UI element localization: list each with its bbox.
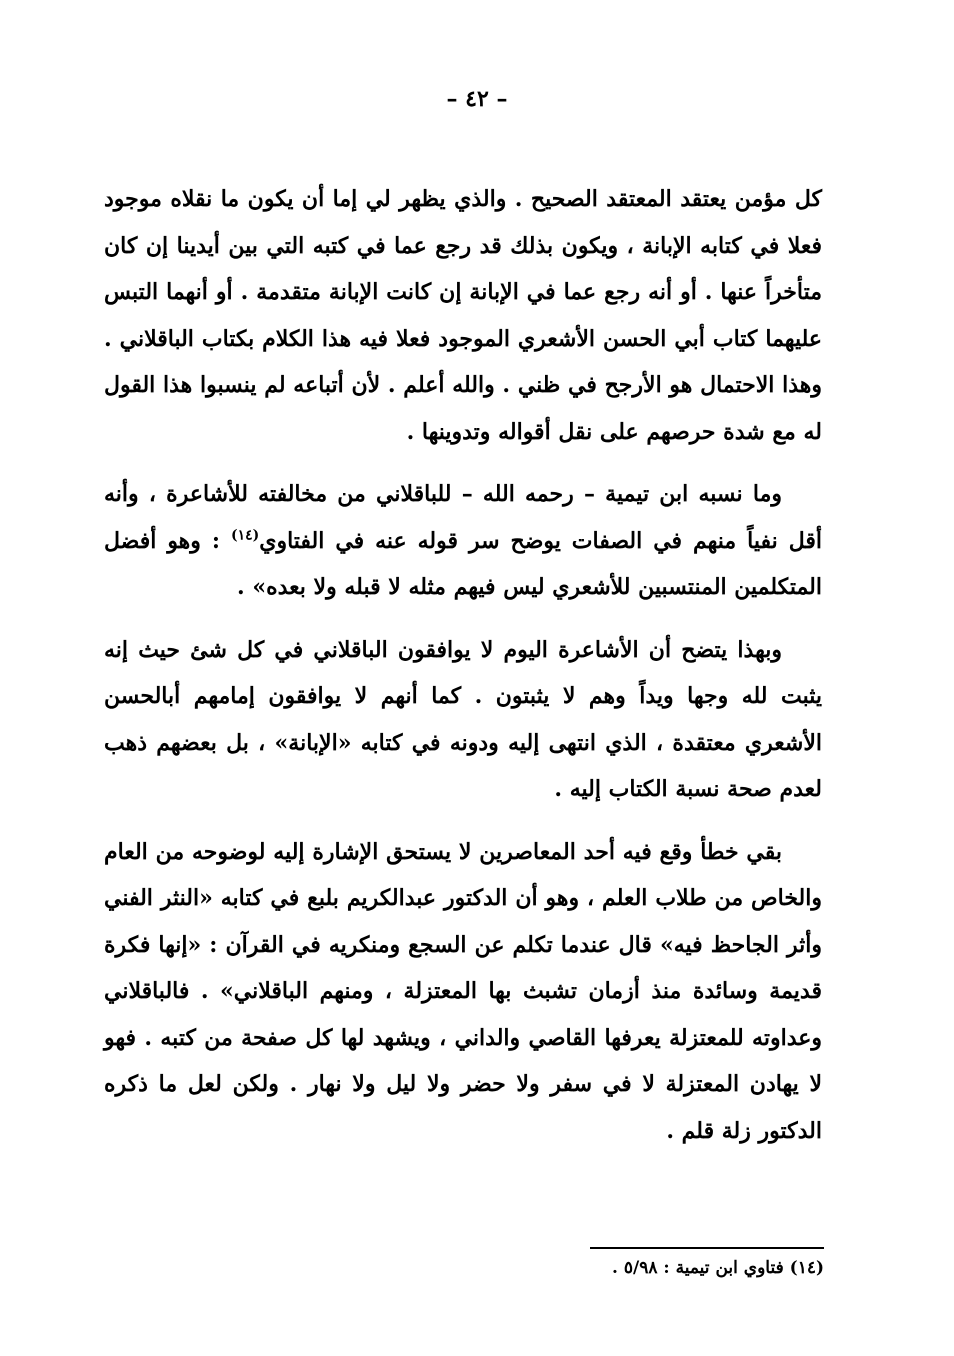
footnote: (١٤) فتاوي ابن تيمية : ٥/٩٨ .: [612, 1258, 824, 1278]
paragraph-2-text: وما نسبه ابن تيمية – رحمه الله – للباقلاني من مخالفته للأشاعرة ، وأنه أقل نفياً منهم في الصفات يوضح سر قوله عنه في الفتاوي: [104, 481, 822, 554]
footnote-reference: (١٤): [230, 527, 260, 544]
paragraph-3: وبهذا يتضح أن الأشاعرة اليوم لا يوافقون الباقلاني في كل شئ حيث إنه يثبت لله وجها ويداً وهم لا يثبتون . كما أنهم لا يوافقون إمامهم أبالحسن الأشعري معتقدة ، الذي انتهى إليه ودونه في كتابه «الإبانة» ، بل بعضهم ذهب لعدم صحة نسبة الكتاب إليه .: [104, 636, 822, 802]
page-number: – ٤٢ –: [446, 86, 508, 112]
body-text: [104, 176, 822, 1154]
paragraph-4: بقي خطأ وقع فيه أحد المعاصرين لا يستحق الإشارة إليه لوضوحه من العام والخاص من طلاب العلم ، وهو أن الدكتور عبدالكريم بلبع في كتابه «النثر الفني وأثر الجاحظ فيه» قال عندما تكلم عن السجع ومنكريه في القرآن : «إنها فكرة قديمة وسائدة منذ أزمان تشبث بها المعتزلة ، ومنهم الباقلاني» . فالباقلاني وعداوته للمعتزلة يعرفها القاصي والداني ، ويشهد لها كل صفحة من كتبه . فهو لا يهادن المعتزلة لا في سفر ولا حضر ولا ليل ولا نهار . ولكن لعل ما ذكره الدكتور زلة قلم .: [104, 838, 822, 1144]
paragraph-2: [104, 471, 822, 611]
paragraph-1: كل مؤمن يعتقد المعتقد الصحيح . والذي يظهر لي إما أن يكون ما نقلاه موجود فعلا في كتابه الإبانة ، ويكون بذلك قد رجع عما في كتبه التي بين أيدينا إن كان متأخراً عنها . أو أنه رجع عما في الإبانة إن كانت الإبانة متقدمة . أو أنهما التبس عليهما كتاب أبي الحسن الأشعري الموجود فعلا فيه هذا الكلام بكتاب الباقلاني . وهذا الاحتمال هو الأرجح في ظني . والله أعلم . لأن أتباعه لم ينسبوا هذا القول له مع شدة حرصهم على نقل أقواله وتدوينها .: [104, 186, 822, 445]
footnote-separator: [590, 1247, 824, 1249]
paragraph-2-text-cont: : وهو أفضل المتكلمين المنتسبين للأشعري ليس فيهم مثله لا قبله ولا بعده» .: [104, 527, 822, 600]
